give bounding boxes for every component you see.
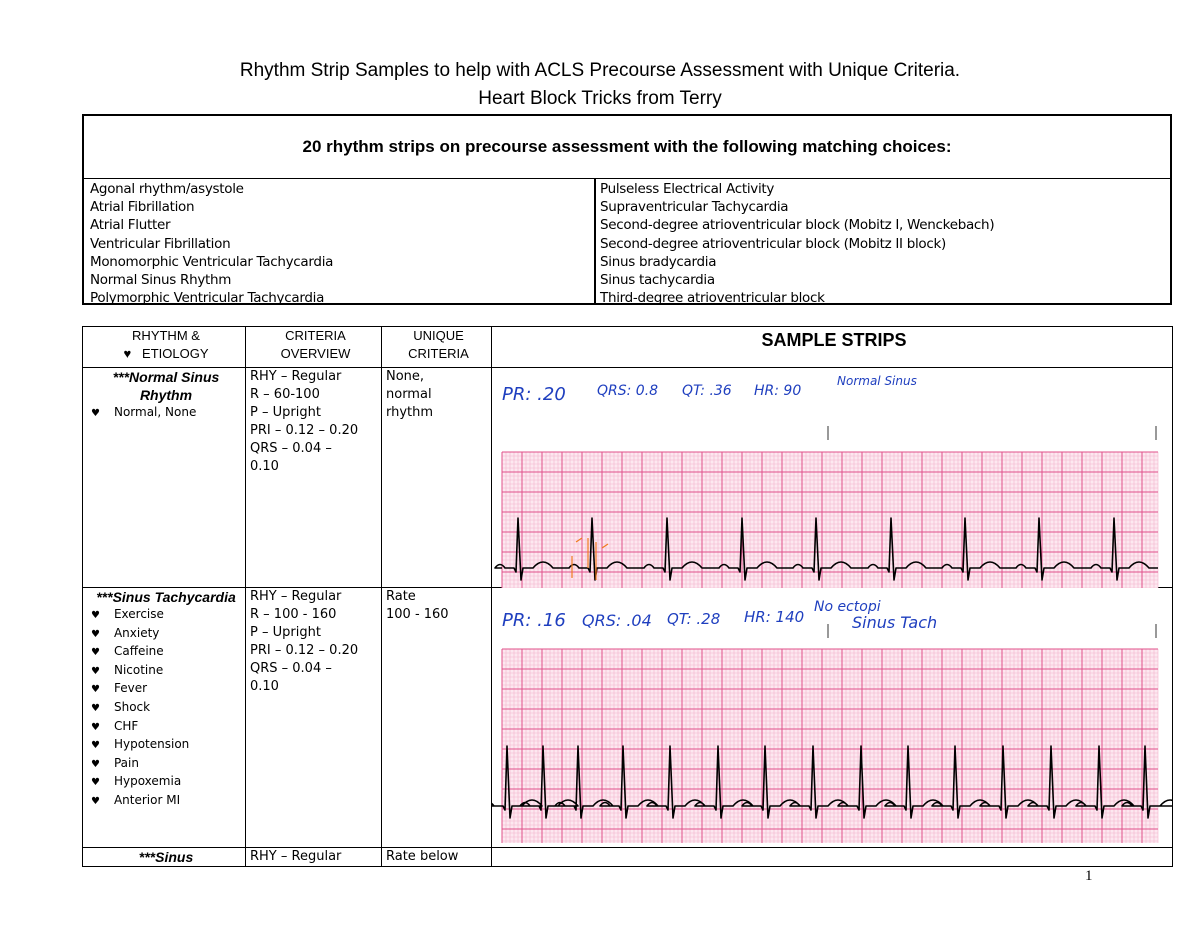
criteria-line: QRS – 0.04 – [250,441,332,456]
criteria-line: RHY – Regular [250,369,342,384]
etiology-item: ♥ CHF [91,718,245,737]
handwritten-pr: PR: .20 [502,384,566,405]
row-nsr-unique [382,368,492,588]
etiology-item: ♥ Shock [91,699,245,718]
choice-item: Sinus bradycardia [600,253,717,270]
criteria-line: 0.10 [250,459,279,474]
criteria-line: PRI – 0.12 – 0.20 [250,423,359,438]
etiology-list [87,404,245,423]
choice-item: Normal Sinus Rhythm [90,272,232,289]
etiology-item: ♥ Anxiety [91,625,245,644]
etiology-item: ♥ Hypotension [91,736,245,755]
row-st-criteria [246,588,382,848]
row-sb-criteria [246,848,382,867]
header-criteria-line1: CRITERIA [285,328,346,343]
header-unique-line2: CRITERIA [408,346,469,361]
handwritten-qt: QT: .36 [682,383,732,399]
handwritten-qrs: QRS: 0.8 [597,383,659,399]
choice-item: Sinus tachycardia [600,272,715,289]
ecg-strip-nsr [492,368,1172,588]
choice-item: Ventricular Fibrillation [90,235,231,252]
rhythm-name: ***Sinus Tachycardia [96,589,236,605]
etiology-item: ♥ Caffeine [91,643,245,662]
unique-line: 100 - 160 [386,607,449,622]
criteria-line: RHY – Regular [250,849,342,864]
row-st-unique [382,588,492,848]
unique-line: None, [386,369,425,384]
handwritten-hr: HR: 90 [754,383,802,399]
choices-left-column [90,180,333,307]
unique-line: Rate [386,589,416,604]
document-title: Rhythm Strip Samples to help with ACLS Precourse Assessment with Unique Criteria. [239,60,961,81]
header-criteria-line2: OVERVIEW [280,346,351,361]
row-st-strip [492,588,1173,848]
etiology-item: ♥ Exercise [91,606,245,625]
etiology-item: ♥ Hypoxemia [91,773,245,792]
criteria-line: PRI – 0.12 – 0.20 [250,643,359,658]
choices-heading: 20 rhythm strips on precourse assessment with the following matching choices: [84,116,1170,179]
choice-item: Atrial Fibrillation [90,199,195,216]
criteria-line: P – Upright [250,625,321,640]
row-nsr-rhythm [83,368,246,588]
criteria-line: R – 60-100 [250,387,320,402]
strip-markers [828,426,1156,440]
etiology-item: ♥ Normal, None [91,404,245,423]
header-sample-strips: SAMPLE STRIPS [492,327,1173,368]
row-st-rhythm [83,588,246,848]
etiology-item: ♥ Pain [91,755,245,774]
choices-box [82,114,1172,305]
criteria-line: QRS – 0.04 – [250,661,332,676]
rhythm-name: ***Normal Sinus Rhythm [112,369,220,403]
unique-line: Rate below [386,849,459,864]
choice-item: Polymorphic Ventricular Tachycardia [90,290,325,307]
rhythm-table [82,326,1173,867]
etiology-list [87,606,245,811]
criteria-line: RHY – Regular [250,589,342,604]
header-rhythm-line2: ♥ ETIOLOGY [123,346,209,361]
etiology-item: ♥ Anterior MI [91,792,245,811]
row-nsr-criteria [246,368,382,588]
handwritten-qrs: QRS: .04 [582,611,652,630]
criteria-line: 0.10 [250,679,279,694]
header-rhythm-etiology: ETIOLOGY [142,346,209,361]
choice-item: Pulseless Electrical Activity [600,181,775,197]
ecg-strip-st [492,588,1172,848]
row-nsr-strip [492,368,1173,588]
choice-item: Supraventricular Tachycardia [600,199,789,216]
choice-item: Monomorphic Ventricular Tachycardia [90,253,334,270]
header-rhythm [83,327,246,368]
criteria-line: P – Upright [250,405,321,420]
strip-markers [828,624,1156,638]
choice-item: Atrial Flutter [90,217,171,234]
handwritten-diagnosis: Normal Sinus [837,374,917,388]
choice-item: Second-degree atrioventricular block (Mobitz I, Wenckebach) [600,217,995,234]
choices-divider [594,178,596,305]
row-sb-unique [382,848,492,867]
handwritten-pr: PR: .16 [502,610,566,631]
header-criteria [246,327,382,368]
header-rhythm-line1: RHYTHM & [132,328,200,343]
etiology-item: ♥ Nicotine [91,662,245,681]
handwritten-qt: QT: .28 [667,610,721,628]
choice-item: Third-degree atrioventricular block [600,290,825,307]
rhythm-name: ***Sinus [138,849,194,865]
handwritten-hr: HR: 140 [744,608,805,626]
unique-line: normal [386,387,432,402]
handwritten-diagnosis: Sinus Tach [852,613,938,632]
header-unique-line1: UNIQUE [413,328,464,343]
page-number: 1 [1085,868,1093,884]
document-subtitle: Heart Block Tricks from Terry [478,88,722,109]
criteria-line: R – 100 - 160 [250,607,337,622]
choices-right-column [600,180,994,307]
handwritten-note: No ectopi [814,599,881,615]
row-sb-rhythm [83,848,246,867]
unique-line: rhythm [386,405,434,420]
choice-item: Agonal rhythm/asystole [90,181,244,197]
etiology-item: ♥ Fever [91,680,245,699]
row-sb-strip [492,848,1173,867]
choice-item: Second-degree atrioventricular block (Mobitz II block) [600,235,946,252]
header-unique [382,327,492,368]
